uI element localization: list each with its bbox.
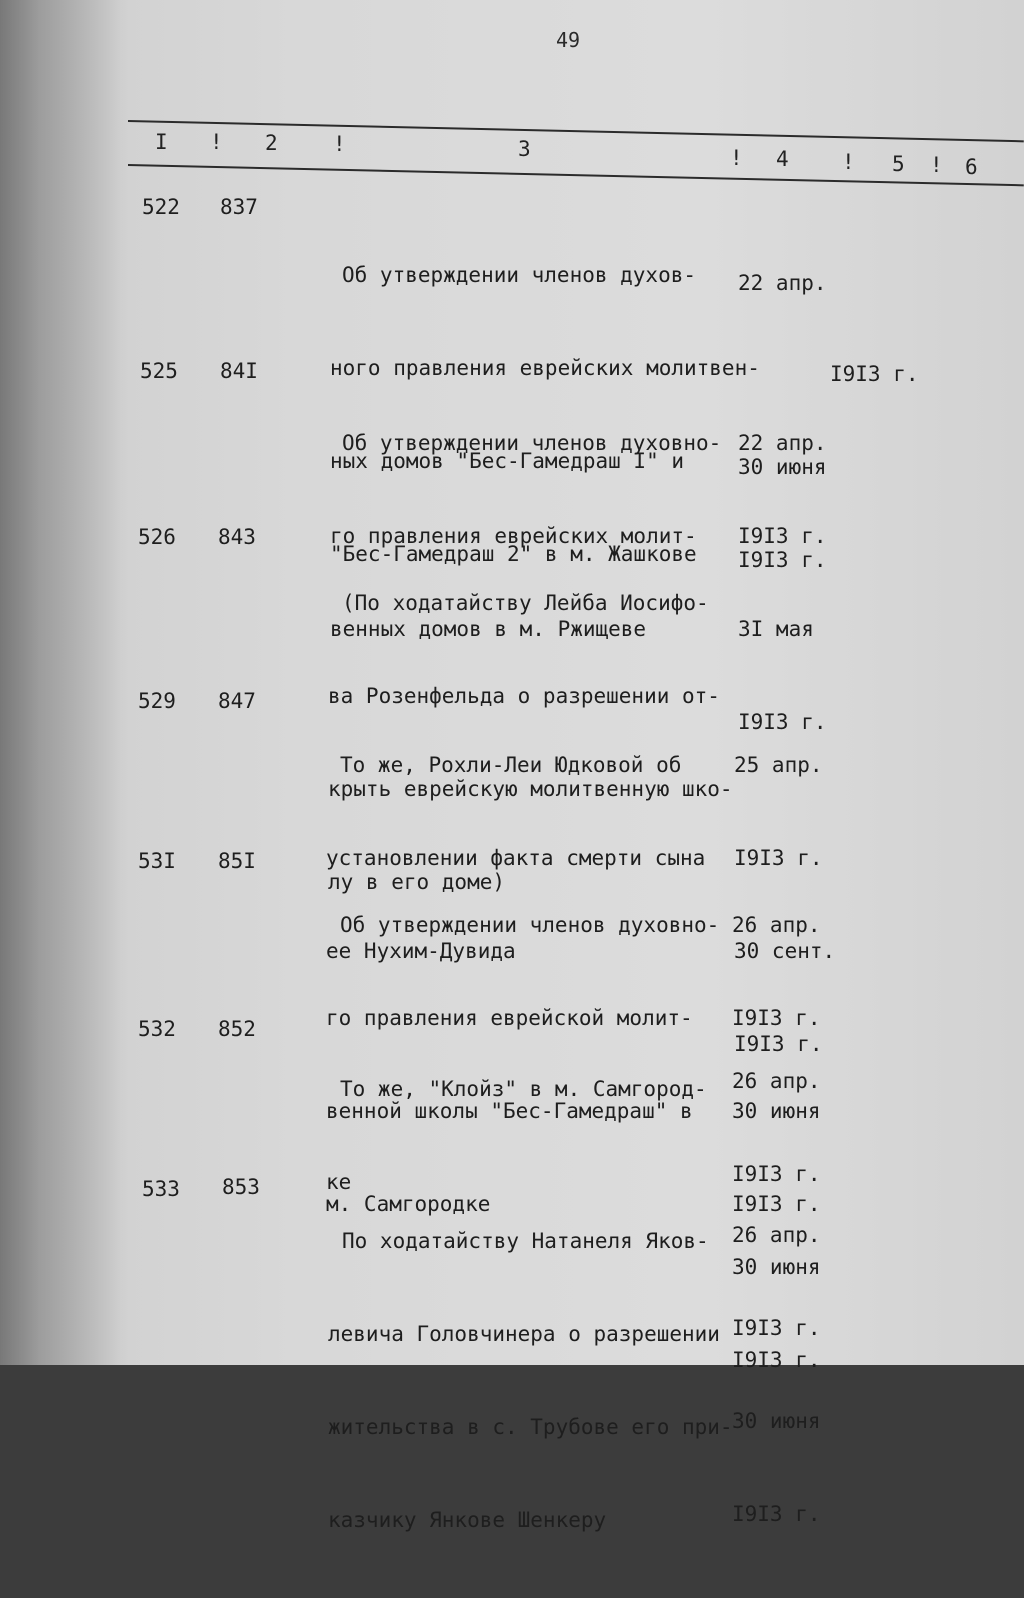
date-line: 25 апр.	[734, 753, 823, 777]
entry-number: 533	[142, 1177, 180, 1201]
description-line: венных домов в м. Ржищеве	[330, 617, 647, 641]
date-line: 30 июня	[732, 1409, 821, 1433]
header-col-2: 2	[265, 131, 278, 155]
entry-number: 53I	[138, 849, 176, 873]
description-line: крыть еврейскую молитвенную шко-	[328, 777, 733, 801]
description-line: ных домов "Бес-Гамедраш I" и	[330, 449, 685, 473]
header-col-6: 6	[965, 155, 978, 179]
entry-description	[328, 1164, 733, 1598]
entry-file-number: 847	[218, 689, 256, 713]
header-rule-bottom	[128, 164, 1024, 186]
description-line: установлении факта смерти сына	[326, 846, 706, 870]
date-line: 30 июня	[738, 455, 827, 479]
date-line-text: I9I3 г.	[830, 362, 919, 386]
date-line: I9I3 г.	[734, 846, 823, 870]
entry-file-number: 843	[218, 525, 256, 549]
description-line: казчику Янкове Шенкеру	[328, 1508, 607, 1532]
entry-dates	[732, 1158, 821, 1592]
date-line: I9I3 г.	[732, 1006, 821, 1030]
description-line: левича Головчинера о разрешении	[328, 1322, 720, 1346]
description-line: го правления еврейской молит-	[326, 1006, 693, 1030]
entry-file-number: 853	[222, 1175, 260, 1199]
description-line: ного правления еврейских молитвен-	[330, 356, 760, 380]
date-line: 26 апр.	[732, 913, 821, 937]
entry-file-number: 837	[220, 195, 258, 219]
description-line: венной школы "Бес-Гамедраш" в	[326, 1099, 693, 1123]
header-separator: !	[930, 153, 943, 177]
entry-number: 525	[140, 359, 178, 383]
description-line: "Бес-Гамедраш 2" в м. Жашкове	[330, 542, 697, 566]
description-line: ва Розенфельда о разрешении от-	[328, 684, 720, 708]
header-col-1: I	[155, 130, 168, 154]
previous-page-edge	[0, 0, 130, 1365]
description-line: м. Самгородке	[326, 1192, 491, 1216]
date-line: 30 июня	[732, 1099, 821, 1123]
entry-number: 532	[138, 1017, 176, 1041]
header-separator: !	[842, 150, 855, 174]
description-line: жительства в с. Трубове его при-	[328, 1415, 733, 1439]
date-line: I9I3 г.	[732, 1192, 821, 1216]
date-line: I9I3 г.	[732, 1162, 821, 1186]
date-line: I9I3 г.	[738, 710, 827, 734]
entry-number: 522	[142, 195, 180, 219]
entry-file-number: 85I	[218, 849, 256, 873]
description-line: лу в его доме)	[328, 870, 506, 894]
date-line: 22 апр.	[738, 431, 827, 455]
header-rule-top	[128, 120, 1024, 142]
entry-file-number: 852	[218, 1017, 256, 1041]
header-separator: !	[333, 132, 346, 156]
date-line: 3I мая	[738, 617, 814, 641]
description-line: ее Нухим-Дувида	[326, 939, 516, 963]
date-line: I9I3 г.	[738, 548, 827, 572]
date-line: 26 апр.	[732, 1223, 821, 1247]
page-number: 49	[556, 28, 581, 52]
date-line: 22 апр.	[738, 271, 827, 295]
description-line: Об утверждении членов духов-	[342, 263, 697, 287]
description-line: ке	[326, 1170, 352, 1194]
description-line: Об утверждении членов духовно-	[340, 913, 720, 937]
header-col-3: 3	[518, 137, 531, 161]
entry-number: 529	[138, 689, 176, 713]
date-line: I9I3 г.	[734, 1032, 823, 1056]
description-line: То же, Рохли-Леи Юдковой об	[340, 753, 682, 777]
entry-file-number: 84I	[220, 359, 258, 383]
date-line: 26 апр.	[732, 1069, 821, 1093]
date-line: I9I3 г.	[732, 1316, 821, 1340]
header-col-4: 4	[776, 147, 789, 171]
header-col-5: 5	[892, 152, 905, 176]
description-line: То же, "Клойз" в м. Самгород-	[340, 1077, 707, 1101]
entry-number: 526	[138, 525, 176, 549]
date-line: I9I3 г.	[732, 1348, 821, 1372]
date-line: 30 сент.	[734, 939, 836, 963]
date-line: I9I3 г.	[732, 1502, 821, 1526]
description-line: По ходатайству Натанеля Яков-	[342, 1229, 709, 1253]
description-line: Об утверждении членов духовно-	[342, 431, 722, 455]
date-line: 30 июня	[732, 1255, 821, 1279]
description-line: (По ходатайству Лейба Иосифо-	[342, 591, 709, 615]
date-line: I9I3 г.	[738, 524, 827, 548]
description-line: го правления еврейских молит-	[330, 524, 697, 548]
header-separator: !	[210, 130, 223, 154]
header-separator: !	[730, 146, 743, 170]
